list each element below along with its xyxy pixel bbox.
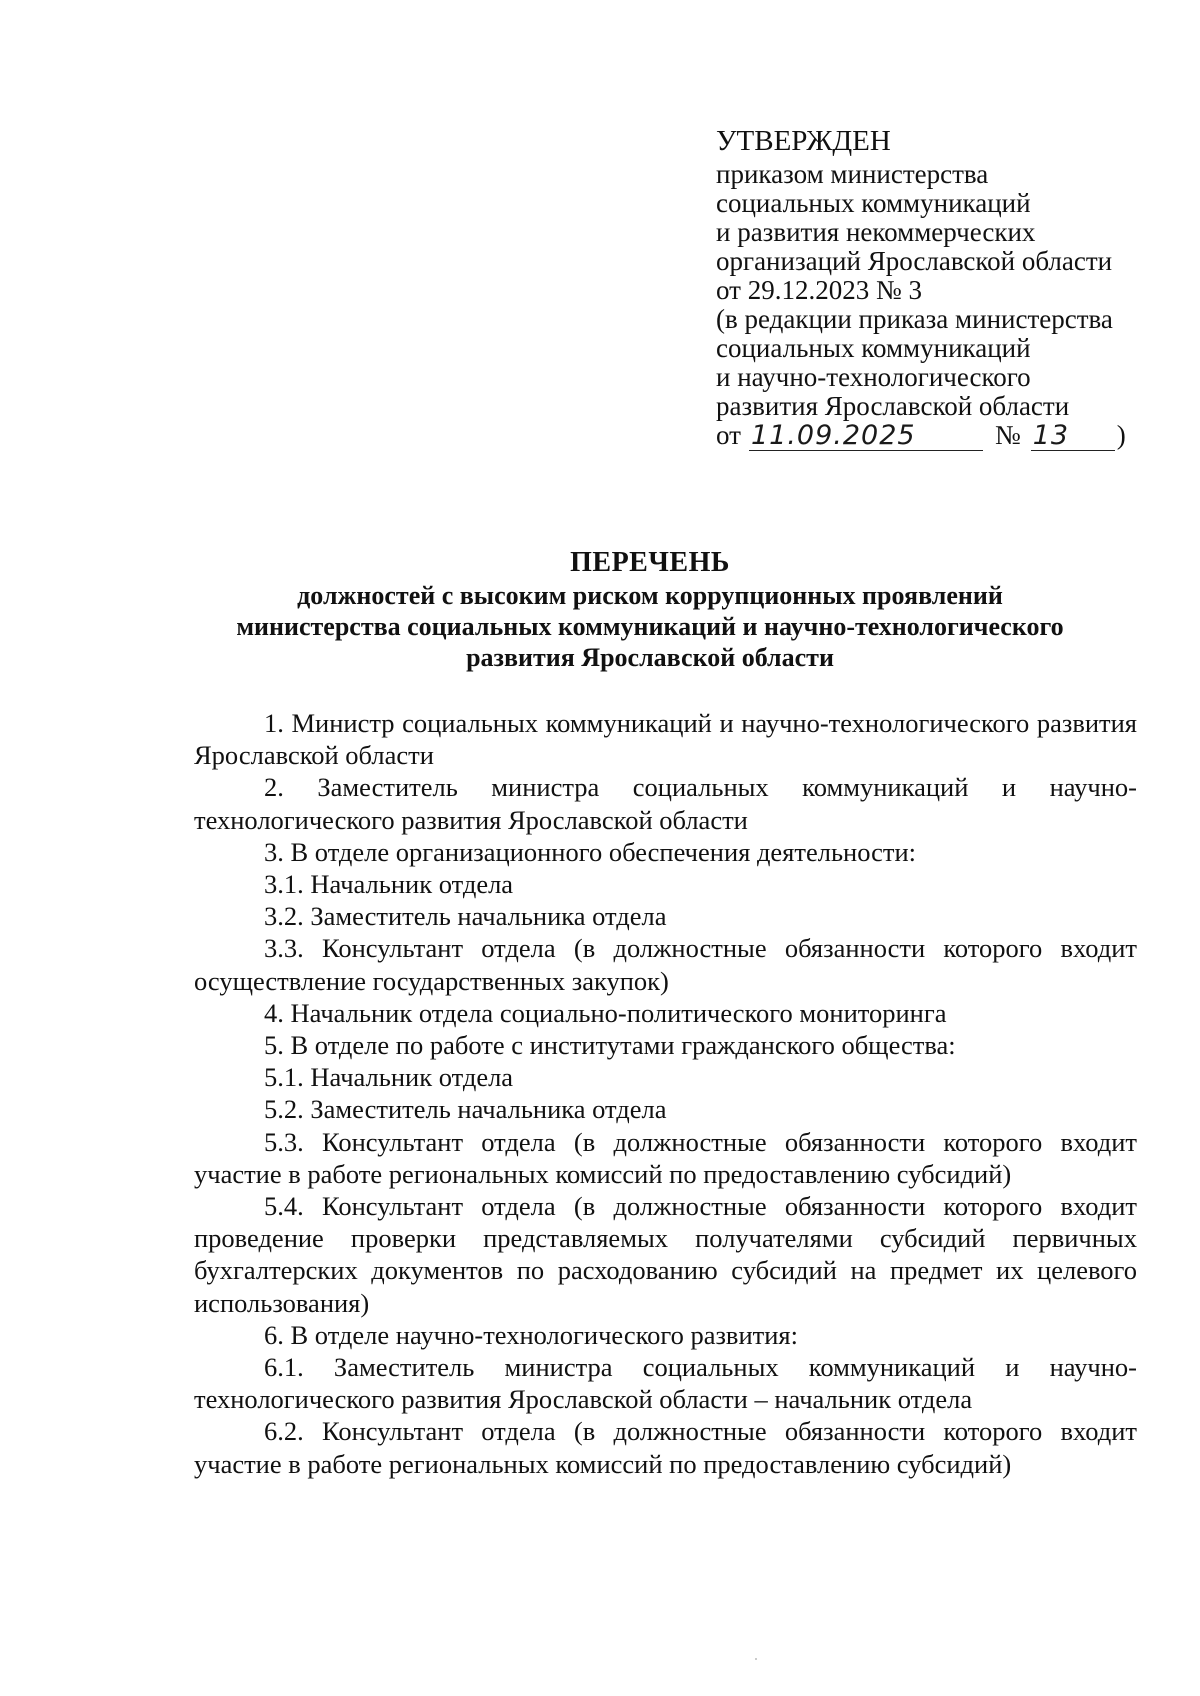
handwritten-number: 13 xyxy=(1031,422,1115,451)
list-item: 5. В отделе по работе с институтами гражданского общества: xyxy=(264,1030,956,1061)
handwritten-date: 11.09.2025 xyxy=(749,422,983,451)
list-item: 6. В отделе научно-технологического развития: xyxy=(264,1319,798,1350)
list-item: 3.1. Начальник отдела xyxy=(264,869,514,900)
title-line: должностей с высоким риском коррупционных проявлений xyxy=(297,581,1003,610)
list-item: 3.2. Заместитель начальника отдела xyxy=(264,901,667,932)
approval-line: социальных коммуникаций xyxy=(716,333,1031,363)
list-item: 2. Заместитель министра социальных коммуникаций и научно-технологического развития Ярославской области xyxy=(194,772,1137,835)
list-item: 3. В отделе организационного обеспечения деятельности: xyxy=(264,836,917,867)
list-item: 6.2. Консультант отдела (в должностные обязанности которого входит участие в работе региональных комиссий по предоставлению субсидий) xyxy=(194,1416,1137,1479)
positions-list xyxy=(194,707,1137,1480)
closing-parenthesis: ) xyxy=(1116,420,1126,450)
title-line: развития Ярославской области xyxy=(466,643,834,672)
scan-speck xyxy=(755,1658,757,1660)
approval-heading: УТВЕРЖДЕН xyxy=(716,125,891,157)
approval-block xyxy=(716,124,1176,451)
approval-line: и научно-технологического xyxy=(716,362,1031,392)
approval-line: от 29.12.2023 № 3 xyxy=(716,275,922,305)
list-item: 3.3. Консультант отдела (в должностные обязанности которого входит осуществление государственных закупок) xyxy=(194,933,1137,996)
approval-line: приказом министерства xyxy=(716,159,989,189)
approval-line: организаций Ярославской области xyxy=(716,246,1113,276)
document-title xyxy=(150,546,1150,673)
list-item: 5.1. Начальник отдела xyxy=(264,1062,514,1093)
approval-line: социальных коммуникаций xyxy=(716,188,1031,218)
list-item: 5.3. Консультант отдела (в должностные обязанности которого входит участие в работе региональных комиссий по предоставлению субсидий) xyxy=(194,1126,1137,1189)
number-label: № xyxy=(994,420,1021,450)
list-item: 5.2. Заместитель начальника отдела xyxy=(264,1094,667,1125)
approval-line: развития Ярославской области xyxy=(716,391,1070,421)
list-item: 1. Министр социальных коммуникаций и научно-технологического развития Ярославской области xyxy=(194,708,1137,771)
list-item: 5.4. Консультант отдела (в должностные обязанности которого входит проведение проверки представляемых получателями субсидий первичных бухгалтерских документов по расходованию субсидий на предмет их целевого использования) xyxy=(194,1191,1137,1318)
list-item: 4. Начальник отдела социально-политического мониторинга xyxy=(264,997,947,1028)
title-line: министерства социальных коммуникаций и научно-технологического xyxy=(236,612,1064,641)
page-title: ПЕРЕЧЕНЬ xyxy=(570,547,730,578)
approval-date-line xyxy=(716,421,1176,451)
approval-line: и развития некоммерческих xyxy=(716,217,1036,247)
date-prefix: от xyxy=(716,420,741,450)
list-item: 6.1. Заместитель министра социальных коммуникаций и научно-технологического развития Ярославской области – начальник отдела xyxy=(194,1352,1137,1415)
approval-line: (в редакции приказа министерства xyxy=(716,304,1113,334)
